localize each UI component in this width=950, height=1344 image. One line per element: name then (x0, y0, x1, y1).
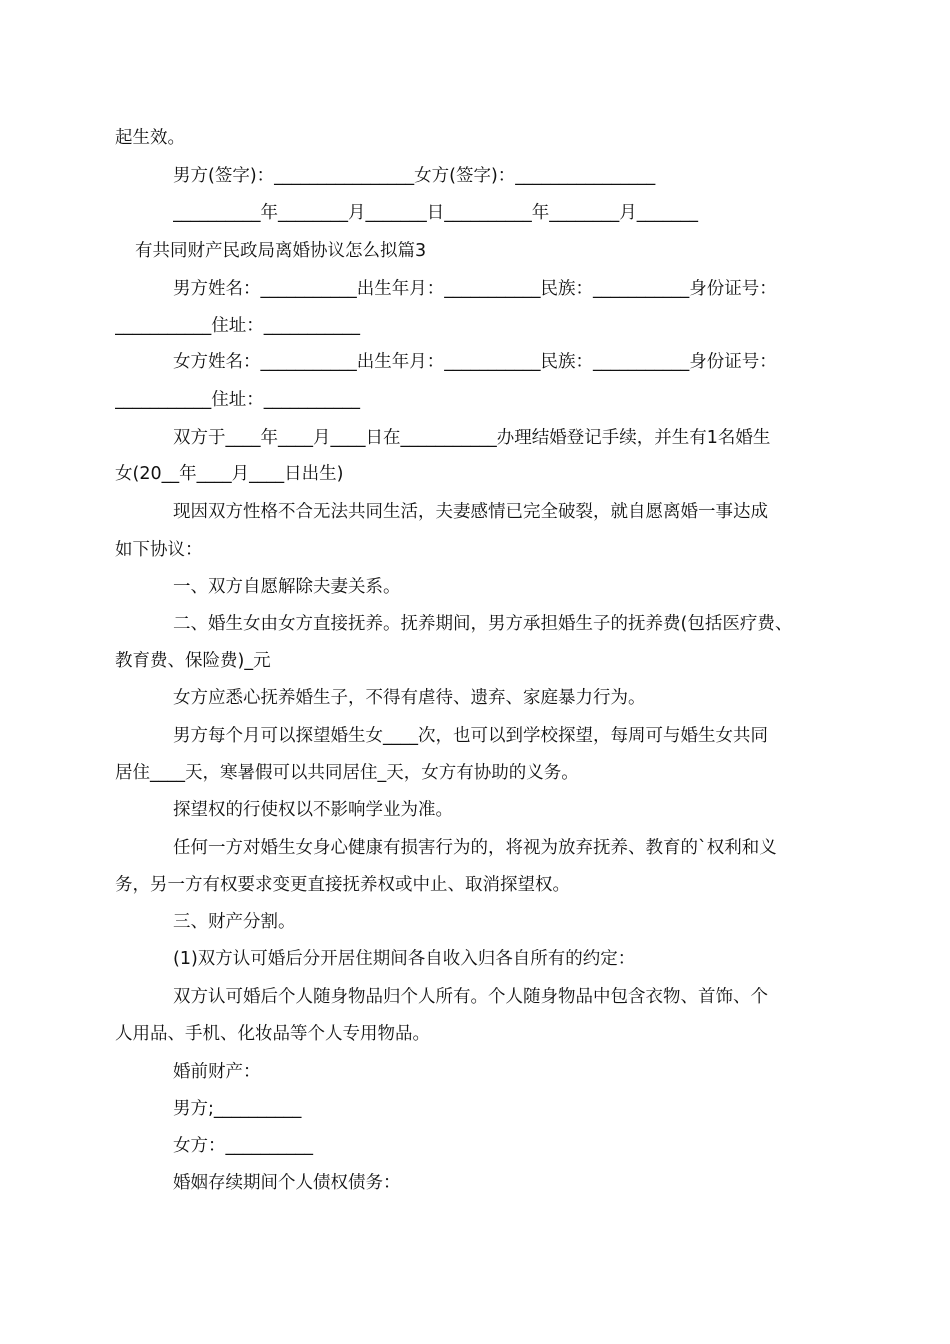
text-line: 双方于____年____月____日在___________办理结婚登记手续，并生有1名婚生 (173, 428, 771, 448)
text-line: 人用品、手机、化妆品等个人专用物品。 (115, 1024, 430, 1044)
text-line: 男方;__________ (173, 1099, 302, 1119)
text-line: 任何一方对婚生女身心健康有损害行为的，将视为放弃抚养、教育的`权利和义 (173, 838, 777, 858)
text-line: (1)双方认可婚后分开居住期间各自收入归各自所有的约定： (173, 949, 636, 969)
text-line: 起生效。 (115, 128, 185, 148)
text-line: 女方：__________ (173, 1136, 313, 1156)
text-line: 双方认可婚后个人随身物品归个人所有。个人随身物品中包含衣物、首饰、个 (173, 987, 768, 1007)
signature-line: 男方(签字)：________________女方(签字)：________________ (173, 166, 656, 186)
text-line: 教育费、保险费)_元 (115, 651, 271, 671)
date-line: __________年________月_______日__________年________月_______ (173, 203, 698, 223)
text-line: 女方应悉心抚养婚生子，不得有虐待、遗弃、家庭暴力行为。 (173, 688, 646, 708)
text-line: 务，另一方有权要求变更直接抚养权或中止、取消探望权。 (115, 875, 570, 895)
text-line: 居住____天，寒暑假可以共同居住_天，女方有协助的义务。 (115, 763, 579, 783)
text-line: 如下协议： (115, 540, 203, 560)
text-line: 一、双方自愿解除夫妻关系。 (173, 577, 401, 597)
text-line: 三、财产分割。 (173, 912, 296, 932)
text-line: 女(20__年____月____日出生) (115, 464, 344, 484)
text-line: 二、婚生女由女方直接抚养。抚养期间，男方承担婚生子的抚养费(包括医疗费、 (173, 614, 793, 634)
section-heading: 有共同财产民政局离婚协议怎么拟篇3 (135, 241, 427, 261)
text-line: 女方姓名：___________出生年月：___________民族：___________身份证号： (173, 352, 777, 372)
text-line: ___________住址：___________ (115, 316, 360, 336)
text-line: 男方姓名：___________出生年月：___________民族：___________身份证号： (173, 279, 777, 299)
text-line: 现因双方性格不合无法共同生活，夫妻感情已完全破裂，就自愿离婚一事达成 (173, 502, 768, 522)
text-line: 探望权的行使权以不影响学业为准。 (173, 800, 453, 820)
text-line: ___________住址：___________ (115, 390, 360, 410)
text-line: 婚姻存续期间个人债权债务： (173, 1173, 401, 1193)
text-line: 男方每个月可以探望婚生女____次，也可以到学校探望，每周可与婚生女共同 (173, 726, 768, 746)
text-line: 婚前财产： (173, 1062, 261, 1082)
